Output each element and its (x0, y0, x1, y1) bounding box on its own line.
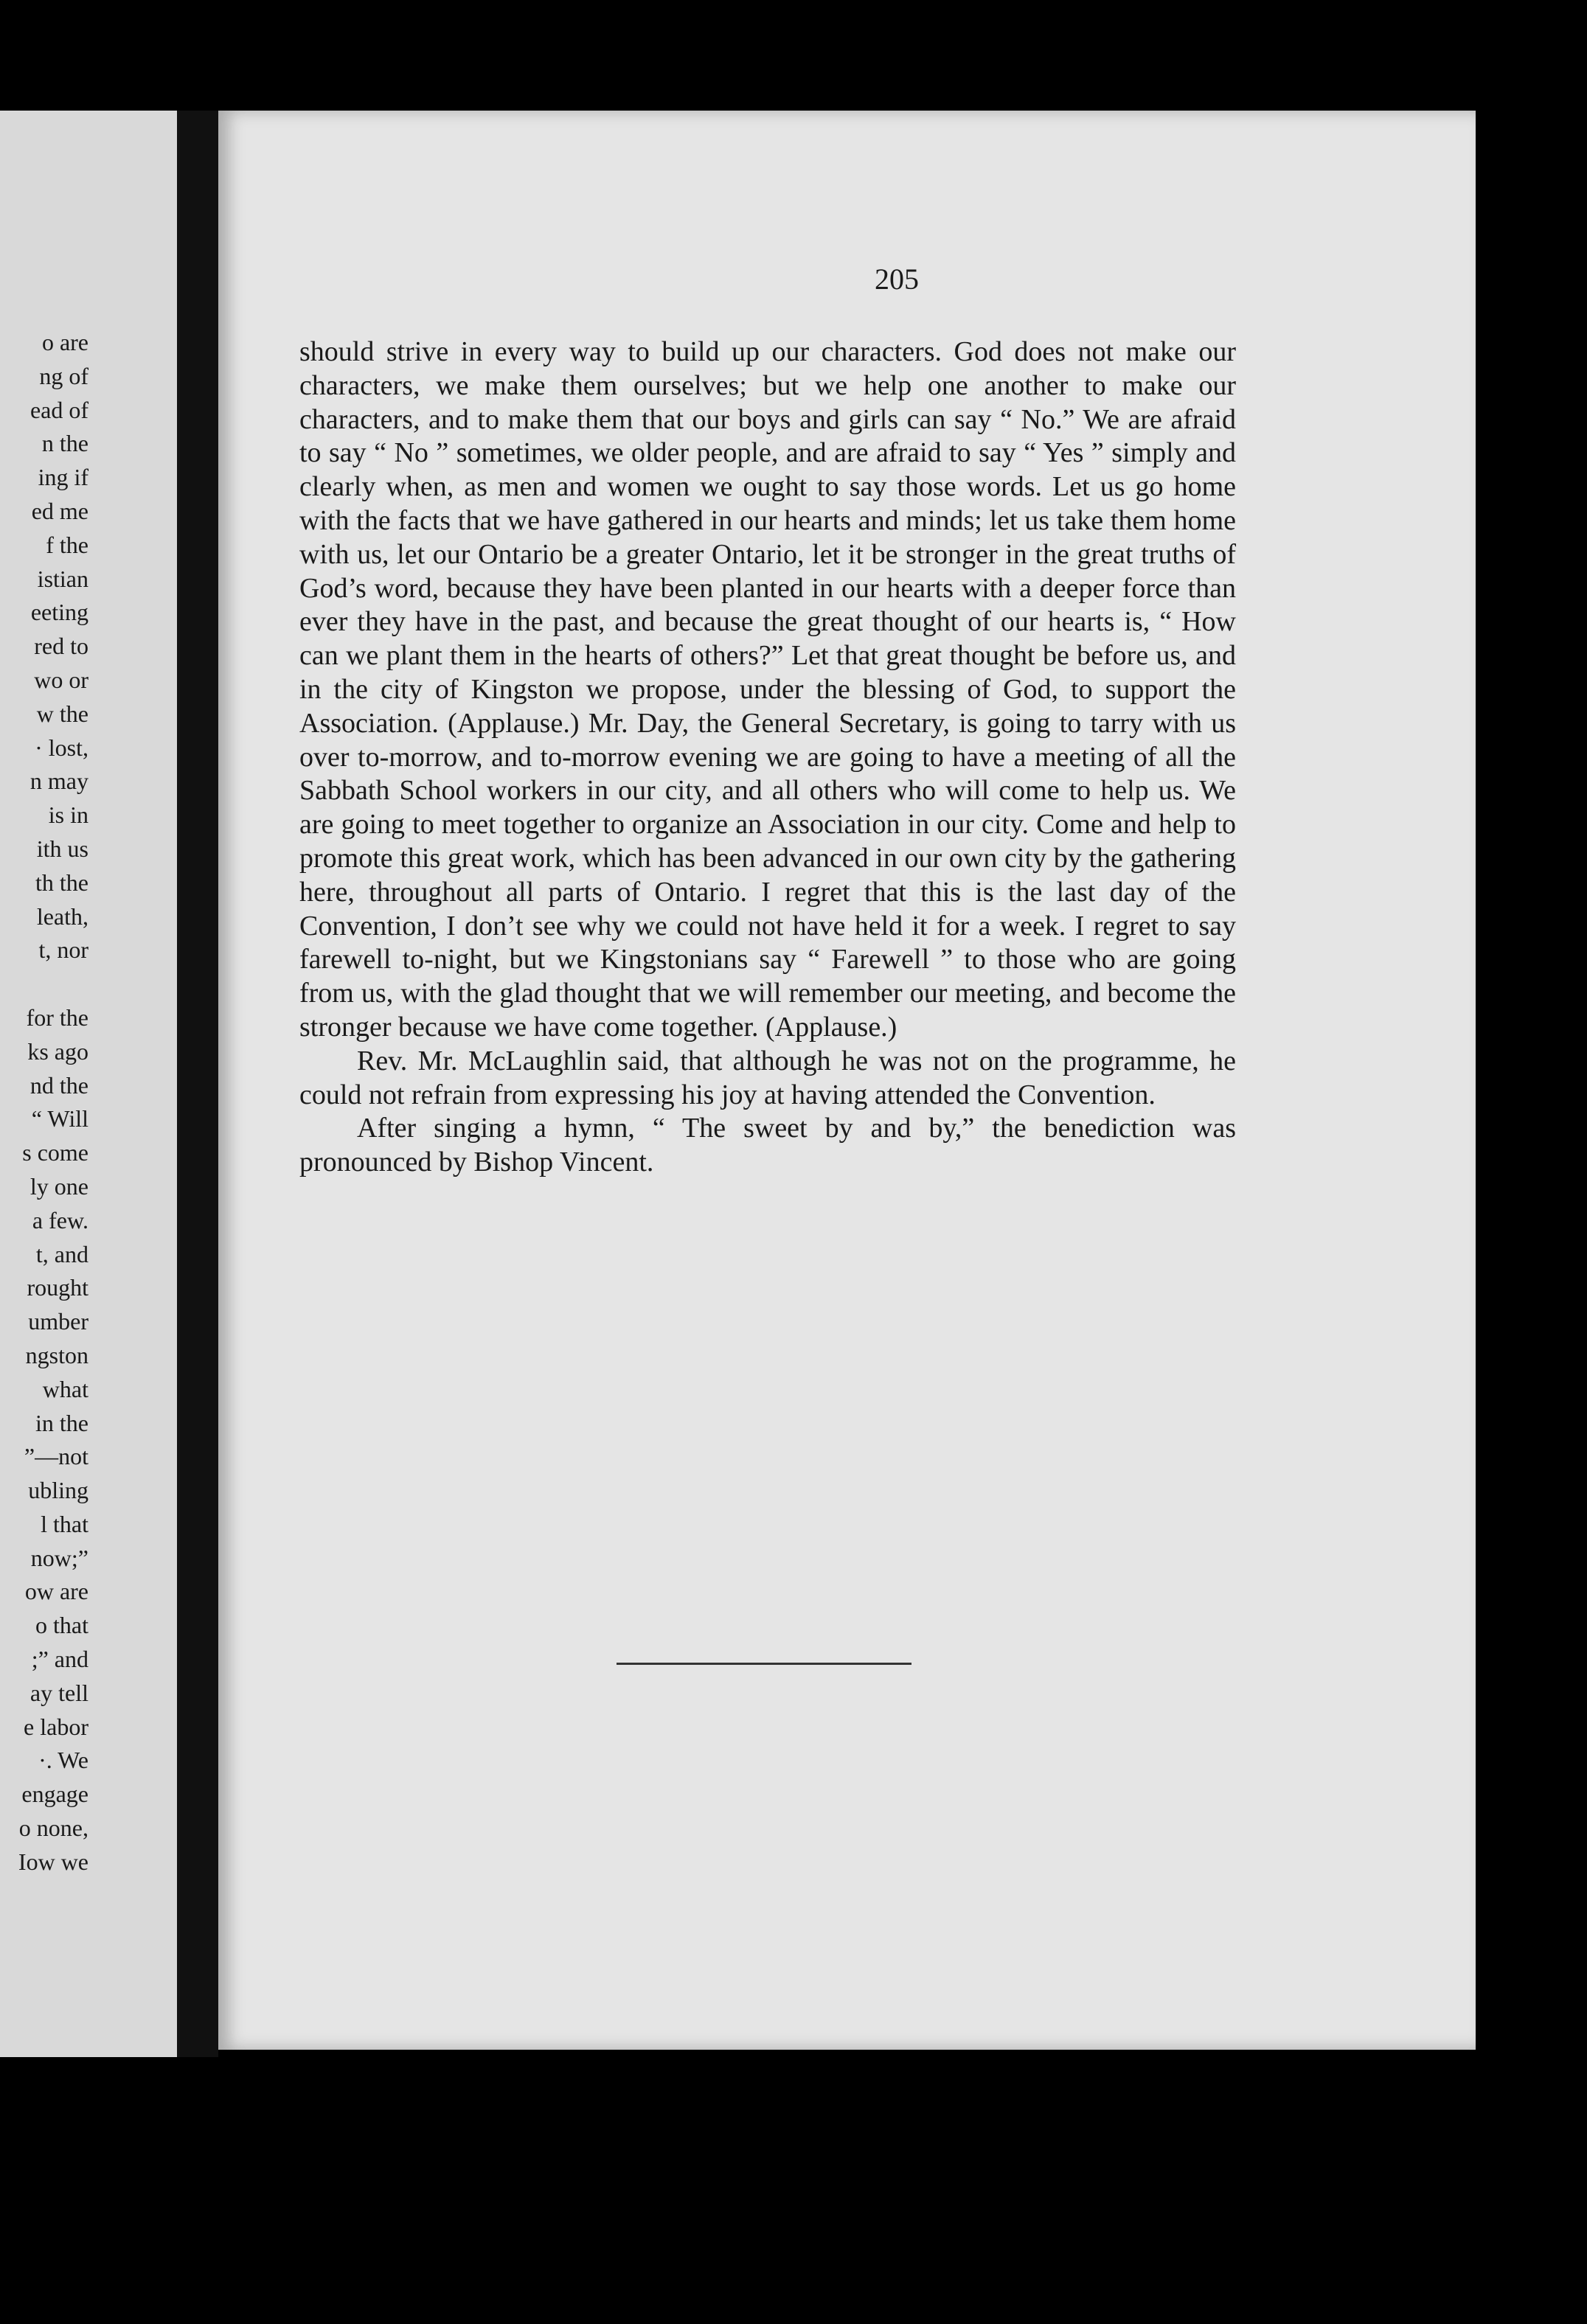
facing-page-fragment (0, 111, 177, 2057)
section-end-rule (617, 1663, 911, 1665)
facing-page-line: ing if (38, 464, 88, 491)
facing-page-line: nd the (29, 1071, 88, 1099)
facing-page-line: istian (37, 565, 88, 592)
facing-page-line: Iow we (18, 1848, 88, 1875)
page-number: 205 (875, 262, 919, 296)
facing-page-line: n the (41, 430, 88, 457)
facing-page-line: engage (21, 1781, 88, 1808)
facing-page-line: umber (28, 1308, 88, 1335)
facing-page-line: l that (41, 1510, 88, 1537)
facing-page-line: ith us (36, 835, 88, 862)
facing-page-line: a few. (32, 1206, 88, 1234)
book-page (218, 111, 1476, 2050)
facing-page-line: ubling (28, 1477, 88, 1504)
facing-page-line: th the (35, 869, 88, 896)
facing-page-line: wo or (34, 666, 88, 693)
facing-page-line: e labor (24, 1713, 88, 1740)
facing-page-line: for the (26, 1003, 88, 1031)
facing-page-line: ed me (31, 497, 88, 524)
facing-page-line: f the (46, 531, 88, 558)
facing-page-line: ly one (29, 1172, 88, 1200)
facing-page-line: leath, (36, 902, 88, 930)
facing-page-line: red to (34, 633, 88, 660)
facing-page-line: ng of (39, 362, 88, 389)
facing-page-line: eeting (30, 599, 88, 626)
body-paragraph-3: After singing a hymn, “ The sweet by and by,” the benediction was pronounced by Bishop Vincent. (299, 1113, 1236, 1178)
facing-page-line: n may (29, 768, 88, 795)
body-paragraph-1: should strive in every way to build up our characters. God does not make our characters, we make them ourselves; but we help one another to make our characters, and to make them that our boys and girls can say “ No.” We are afraid to say “ No ” sometimes, we older people, and are afraid to say “ Yes ” simply and clearly when, as men and women we ought to say those words. Let us go home with the facts that we have gathered in our hearts and minds; let us take them home with us, let our Ontario be a greater Ontario, let it be stronger in the great truths of God’s word, because they have been planted in our hearts with a deeper force than ever they have in the past, and because the great thought of our hearts is, “ How can we plant them in the hearts of others?” Let that great thought be before us, and in the city of Kingston we propose, under the blessing of God, to support the Association. (Applause.) Mr. Day, the General Secretary, is going to tarry with us over to-morrow, and to-morrow evening we are going to have a meeting of all the Sabbath School workers in our city, and all others who will come to help us. We are going to meet together to organize an Association in our city. Come and help to promote this great work, which has been advanced in our own city by the gathering here, throughout all parts of Ontario. I regret that this is the last day of the Convention, I don’t see why we could not have held it for a week. I regret to say farewell to-night, but we Kingstonians say “ Farewell ” to those who are going from us, with the glad thought that we will remember our meeting, and become the stronger because we have come together. (Applause.) (299, 336, 1236, 1043)
facing-page-line: is in (48, 801, 88, 829)
facing-page-line: ngston (25, 1341, 88, 1368)
facing-page-line: ;” and (31, 1646, 88, 1673)
facing-page-text-column (0, 326, 88, 1879)
facing-page-line (0, 967, 88, 1001)
facing-page-line: t, nor (38, 936, 88, 964)
facing-page-line: · lost, (35, 734, 88, 761)
body-paragraph-2: Rev. Mr. McLaughlin said, that although he was not on the programme, he could not refrain from expressing his joy at having attended the Convention. (299, 1045, 1236, 1110)
facing-page-line: ks ago (27, 1037, 88, 1065)
facing-page-line: w the (36, 700, 88, 727)
facing-page-line: ·. We (38, 1747, 88, 1774)
facing-page-line: s come (22, 1139, 88, 1166)
facing-page-line: what (42, 1375, 88, 1402)
facing-page-line: o are (41, 329, 88, 355)
facing-page-line: rought (27, 1274, 88, 1301)
facing-page-line: “ Will (31, 1105, 88, 1133)
book-gutter (177, 111, 218, 2057)
page-body-text (299, 335, 1236, 1180)
facing-page-line: o none, (18, 1815, 88, 1842)
facing-page-line: t, and (35, 1240, 88, 1267)
facing-page-line: ow are (24, 1578, 88, 1605)
facing-page-line: o that (35, 1612, 88, 1639)
facing-page-line: ”—not (24, 1443, 88, 1470)
facing-page-line: ead of (29, 396, 88, 423)
facing-page-line: now;” (30, 1544, 88, 1571)
facing-page-line: ay tell (29, 1679, 88, 1706)
facing-page-line: in the (35, 1409, 88, 1436)
